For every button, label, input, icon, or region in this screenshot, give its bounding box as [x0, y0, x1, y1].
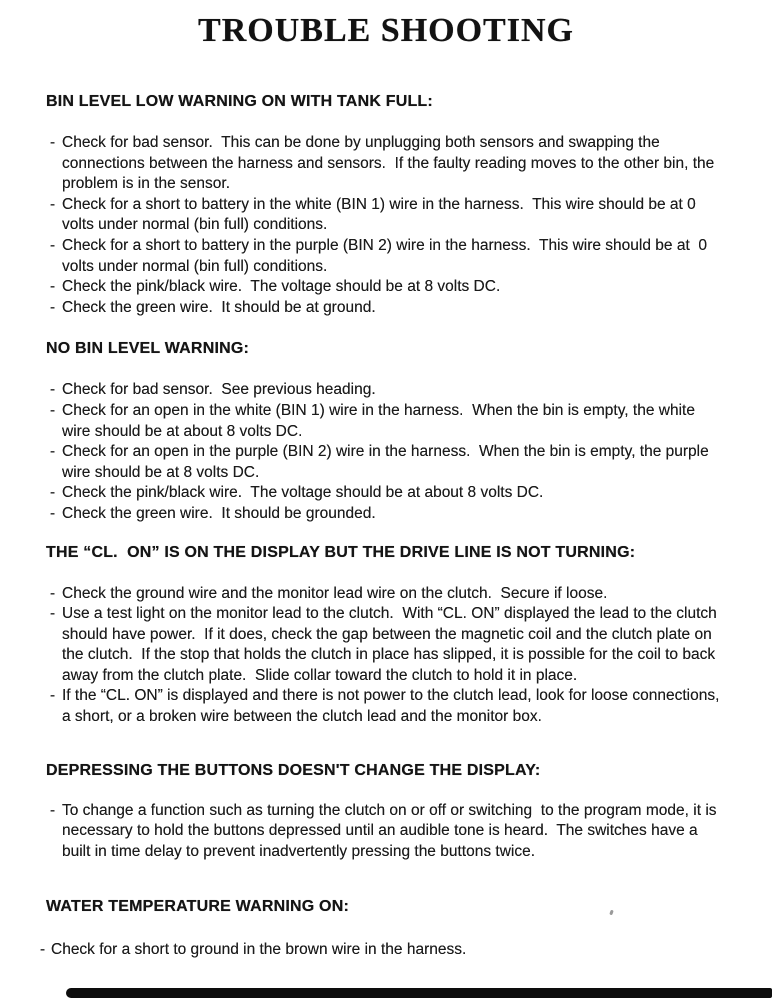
bullet-text: Use a test light on the monitor lead to the clutch. With “CL. ON” displayed the lead to the clutch should have power. If it does, check the gap between the magnetic coil and the clutch plate on the clutch. If the stop that holds the clutch in place has slipped, it is possible for the coil to back away from the clutch plate. Slide collar toward the clutch to hold it in place.: [62, 605, 722, 684]
bullet-dash-marker: -: [50, 687, 56, 705]
bullet-text: Check for a short to ground in the brown wire in the harness.: [51, 941, 467, 959]
bullet-dash-marker: -: [50, 584, 56, 602]
list-item: [50, 584, 732, 605]
bullet-text: Check for an open in the white (BIN 1) wire in the harness. When the bin is empty, the white wire should be at about 8 volts DC.: [62, 401, 700, 440]
list-item: [50, 133, 732, 195]
bullet-dash-marker: -: [50, 504, 56, 522]
bullet-dash-marker: -: [50, 298, 56, 316]
bullet-text: Check the ground wire and the monitor lead wire on the clutch. Secure if loose.: [62, 584, 608, 602]
list-item: [50, 504, 732, 525]
bullet-text: Check for an open in the purple (BIN 2) wire in the harness. When the bin is empty, the purple wire should be at 8 volts DC.: [62, 443, 714, 481]
section-heading: THE “CL. ON” IS ON THE DISPLAY BUT THE DRIVE LINE IS NOT TURNING:: [46, 543, 636, 561]
bullet-dash-marker: -: [50, 484, 56, 502]
bullet-text: Check for a short to battery in the purple (BIN 2) wire in the harness. This wire should be at 0 volts under normal (bin full) conditions.: [62, 236, 712, 275]
bullet-text: Check for bad sensor. This can be done by unplugging both sensors and swapping the connections between the harness and sensors. If the faulty reading moves to the other bin, the problem is in the sensor.: [62, 134, 719, 193]
list-item: [50, 483, 732, 504]
list-item: [50, 195, 732, 236]
bullet-dash-marker: -: [50, 195, 56, 213]
bullet-dash-marker: -: [50, 381, 56, 399]
section-heading: WATER TEMPERATURE WARNING ON:: [46, 898, 349, 916]
bullet-dash-marker: -: [50, 134, 56, 151]
section-heading: NO BIN LEVEL WARNING:: [46, 340, 250, 358]
bullet-list: [50, 801, 732, 863]
page-title: TROUBLE SHOOTING: [198, 12, 574, 49]
list-item: [50, 604, 732, 686]
bullet-list: [50, 380, 732, 524]
bullet-text: Check the pink/black wire. The voltage should be at 8 volts DC.: [62, 278, 501, 296]
list-item: [50, 801, 732, 863]
bullet-dash-marker: -: [50, 801, 56, 819]
troubleshooting-section: [40, 897, 732, 961]
bullet-dash-marker: -: [50, 401, 56, 419]
troubleshooting-section: [46, 543, 732, 728]
list-item: [50, 442, 732, 483]
bullet-text: Check the green wire. It should be at ground.: [62, 298, 376, 316]
scan-edge-bar-artifact: [66, 988, 772, 998]
document-body: [0, 92, 772, 961]
list-item: [50, 298, 732, 319]
bullet-text: Check for a short to battery in the white (BIN 1) wire in the harness. This wire should be at 0 volts under normal (bin full) conditions.: [62, 195, 701, 234]
bullet-text: To change a function such as turning the clutch on or off or switching to the program mode, it is necessary to hold the buttons depressed until an audible tone is heard. The switches have a built in time delay to prevent inadvertently pressing the buttons twice.: [62, 801, 721, 860]
troubleshooting-section: [46, 339, 732, 524]
bullet-dash-marker: -: [50, 278, 56, 296]
bullet-list: [50, 133, 732, 318]
troubleshooting-section: [46, 92, 732, 318]
list-item: [50, 401, 732, 442]
bullet-dash-marker: -: [50, 605, 56, 623]
list-item: [50, 686, 732, 727]
bullet-dash-marker: -: [40, 941, 46, 959]
troubleshooting-section: [46, 761, 732, 863]
bullet-text: Check for bad sensor. See previous heading.: [62, 381, 376, 399]
list-item: [50, 277, 732, 298]
bullet-text: Check the green wire. It should be grounded.: [62, 504, 376, 522]
list-item: [50, 380, 732, 401]
bullet-dash-marker: -: [50, 443, 56, 461]
bullet-dash-marker: -: [50, 236, 56, 254]
section-heading: DEPRESSING THE BUTTONS DOESN'T CHANGE THE DISPLAY:: [46, 761, 541, 779]
list-item: [50, 236, 732, 277]
section-heading: BIN LEVEL LOW WARNING ON WITH TANK FULL:: [46, 93, 433, 110]
list-item: [40, 940, 732, 961]
bullet-list: [50, 584, 732, 728]
bullet-text: Check the pink/black wire. The voltage should be at about 8 volts DC.: [62, 484, 544, 502]
bullet-list: [40, 940, 732, 961]
bullet-text: If the “CL. ON” is displayed and there is not power to the clutch lead, look for loose connections, a short, or a broken wire between the clutch lead and the monitor box.: [62, 687, 724, 726]
